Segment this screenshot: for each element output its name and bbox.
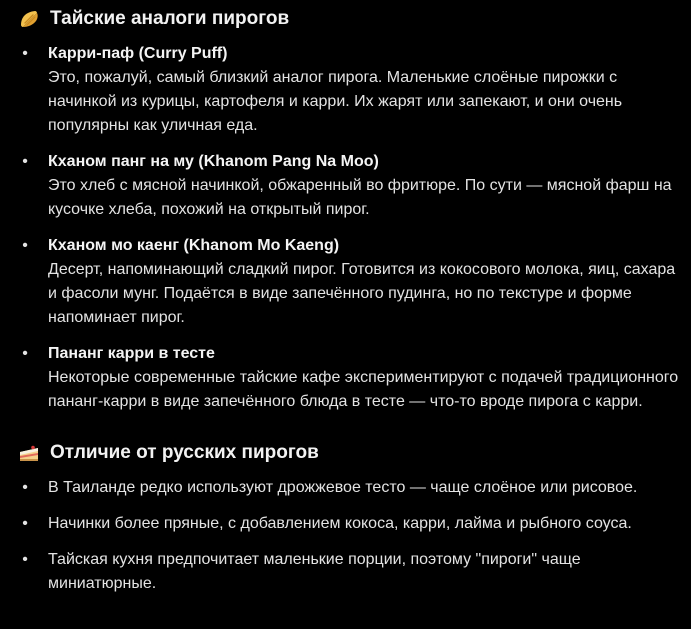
- item-title: Кханом мо каенг (Khanom Mo Kaeng): [48, 237, 340, 254]
- list-item: [18, 42, 686, 138]
- list-item: [18, 548, 686, 596]
- item-text: Это, пожалуй, самый близкий аналог пирога. Маленькие слоёные пирожки с начинкой из курицы, картофеля и карри. Их жарят или запекают, и они очень популярны как уличная еда.: [48, 69, 623, 134]
- item-text: Начинки более пряные, с добавлением кокоса, карри, лайма и рыбного соуса.: [48, 515, 632, 532]
- section-heading-thai-analogs: [18, 4, 686, 34]
- bullet: •: [22, 45, 28, 62]
- item-title: Кханом панг на му (Khanom Pang Na Moo): [48, 153, 379, 170]
- list-item: [18, 476, 686, 500]
- bullet: •: [22, 237, 28, 254]
- item-text: В Таиланде редко используют дрожжевое тесто — чаще слоёное или рисовое.: [48, 479, 638, 496]
- bullet: •: [22, 551, 28, 568]
- list-item: [18, 150, 686, 222]
- message-content: [18, 4, 686, 608]
- thai-analogs-list: [18, 42, 686, 414]
- item-text: Некоторые современные тайские кафе экспериментируют с подачей традиционного пананг-карри в виде запечённого блюда в тесте — что-то вроде пирога с карри.: [48, 369, 679, 410]
- bullet: •: [22, 515, 28, 532]
- bullet: •: [22, 153, 28, 170]
- section-heading-difference: [18, 438, 686, 468]
- pie-emoji-icon: [18, 8, 40, 30]
- list-item: [18, 234, 686, 330]
- section-heading-text: Отличие от русских пирогов: [50, 442, 319, 463]
- list-item: [18, 512, 686, 536]
- item-text: Десерт, напоминающий сладкий пирог. Готовится из кокосового молока, яиц, сахара и фасоли мунг. Подаётся в виде запечённого пудинга, но по текстуре и форме напоминает пирог.: [48, 261, 676, 326]
- bullet: •: [22, 479, 28, 496]
- item-title: Карри-паф (Curry Puff): [48, 45, 228, 62]
- section-heading-text: Тайские аналоги пирогов: [50, 8, 290, 29]
- item-text: Тайская кухня предпочитает маленькие порции, поэтому "пироги" чаще миниатюрные.: [48, 551, 581, 592]
- difference-list: [18, 476, 686, 596]
- item-title: Пананг карри в тесте: [48, 345, 215, 362]
- bullet: •: [22, 345, 28, 362]
- item-text: Это хлеб с мясной начинкой, обжаренный во фритюре. По сути — мясной фарш на кусочке хлеба, похожий на открытый пирог.: [48, 177, 672, 218]
- list-item: [18, 342, 686, 414]
- cake-emoji-icon: [18, 442, 40, 464]
